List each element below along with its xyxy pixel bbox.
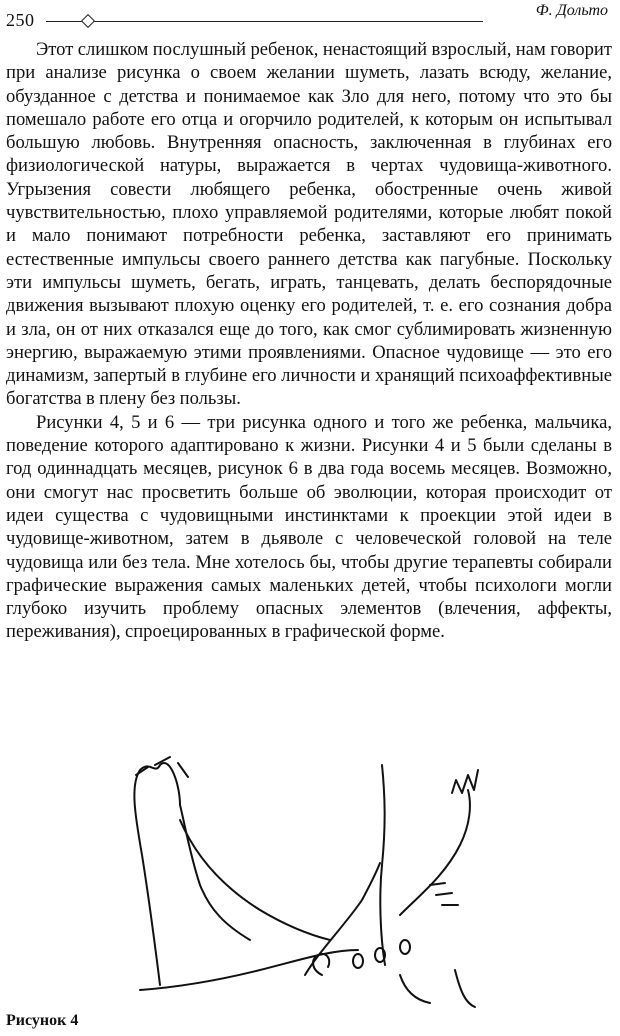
drawing-stroke-spine <box>400 790 470 915</box>
running-head-author: Ф. Дольто <box>535 2 608 19</box>
drawing-stroke-bottom <box>140 950 358 990</box>
page-number: 250 <box>6 10 35 30</box>
drawing-eye-1 <box>353 954 363 968</box>
paragraph-2: Рисунки 4, 5 и 6 — три рисунка одного и того же ребенка, мальчика, поведение которого адаптировано к жизни. Рисунки 4 и 5 были сделаны в год одиннадцать месяцев, рисунок 6 в два года восемь месяцев. Возможно, они смогут нас просветить больше об эволюции, которая происходит от идеи существа с чудовищными инстинктами к проекции этой идеи в чудовище-животном, затем в дьяволе с человеческой головой на теле чудовища или без тела. Мне хотелось бы, чтобы другие терапевты собирали графические выражения самых маленьких детей, чтобы психологи могли глубоко изучить проблему опасных элементов (влечения, аффекты, переживания), спроецированных в графической форме. <box>6 411 612 643</box>
drawing-stroke-zigzag <box>452 770 478 793</box>
figure-caption: Рисунок 4 <box>6 1012 79 1029</box>
page-header <box>0 0 620 36</box>
paragraph-1: Этот слишком послушный ребенок, ненастоящий взрослый, нам говорит при анализе рисунка о своем желании шуметь, лазать всюду, желание, обузданное с детства и понимаемое как Зло для него, потому что это бы помешало работе его отца и огорчило родителей, к которым он испытывал большую любовь. Внутренняя опасность, заключенная в глубинах его физиологической натуры, выражается в чертах чудовища-животного. Угрызения совести любящего ребенка, обостренные очень живой чувствительностью, плохо управляемой родителями, которые любят покой и мало понимают потребности ребенка, заставляют его принимать естественные импульсы своего раннего детства как пагубные. Поскольку эти импульсы шуметь, бегать, играть, танцевать, делать беспорядочные движения вызывают плохую оценку его родителей, т. е. его сознания добра и зла, он от них отказался еще до того, как смог сублимировать жизненную энергию, выражаемую этими проявлениями. Опасное чудовище — это его динамизм, запертый в глубине его личности и хранящий психоаффективные богатства в плену без пользы. <box>6 39 612 410</box>
child-drawing <box>100 745 620 1015</box>
drawing-eye-3 <box>400 940 410 954</box>
drawing-stroke-lower-right <box>400 970 475 1007</box>
drawing-stroke-right-vertical <box>380 765 385 965</box>
drawing-stroke-neck <box>305 863 380 975</box>
body-text <box>6 38 612 644</box>
drawing-stroke-loop <box>313 954 329 975</box>
header-rule <box>46 21 483 22</box>
drawing-stroke-body-left <box>134 763 250 985</box>
header-diamond-ornament <box>81 14 95 28</box>
drawing-stroke-dashes <box>430 883 458 905</box>
child-drawing-figure <box>100 745 620 1015</box>
drawing-stroke-curve <box>180 820 330 940</box>
